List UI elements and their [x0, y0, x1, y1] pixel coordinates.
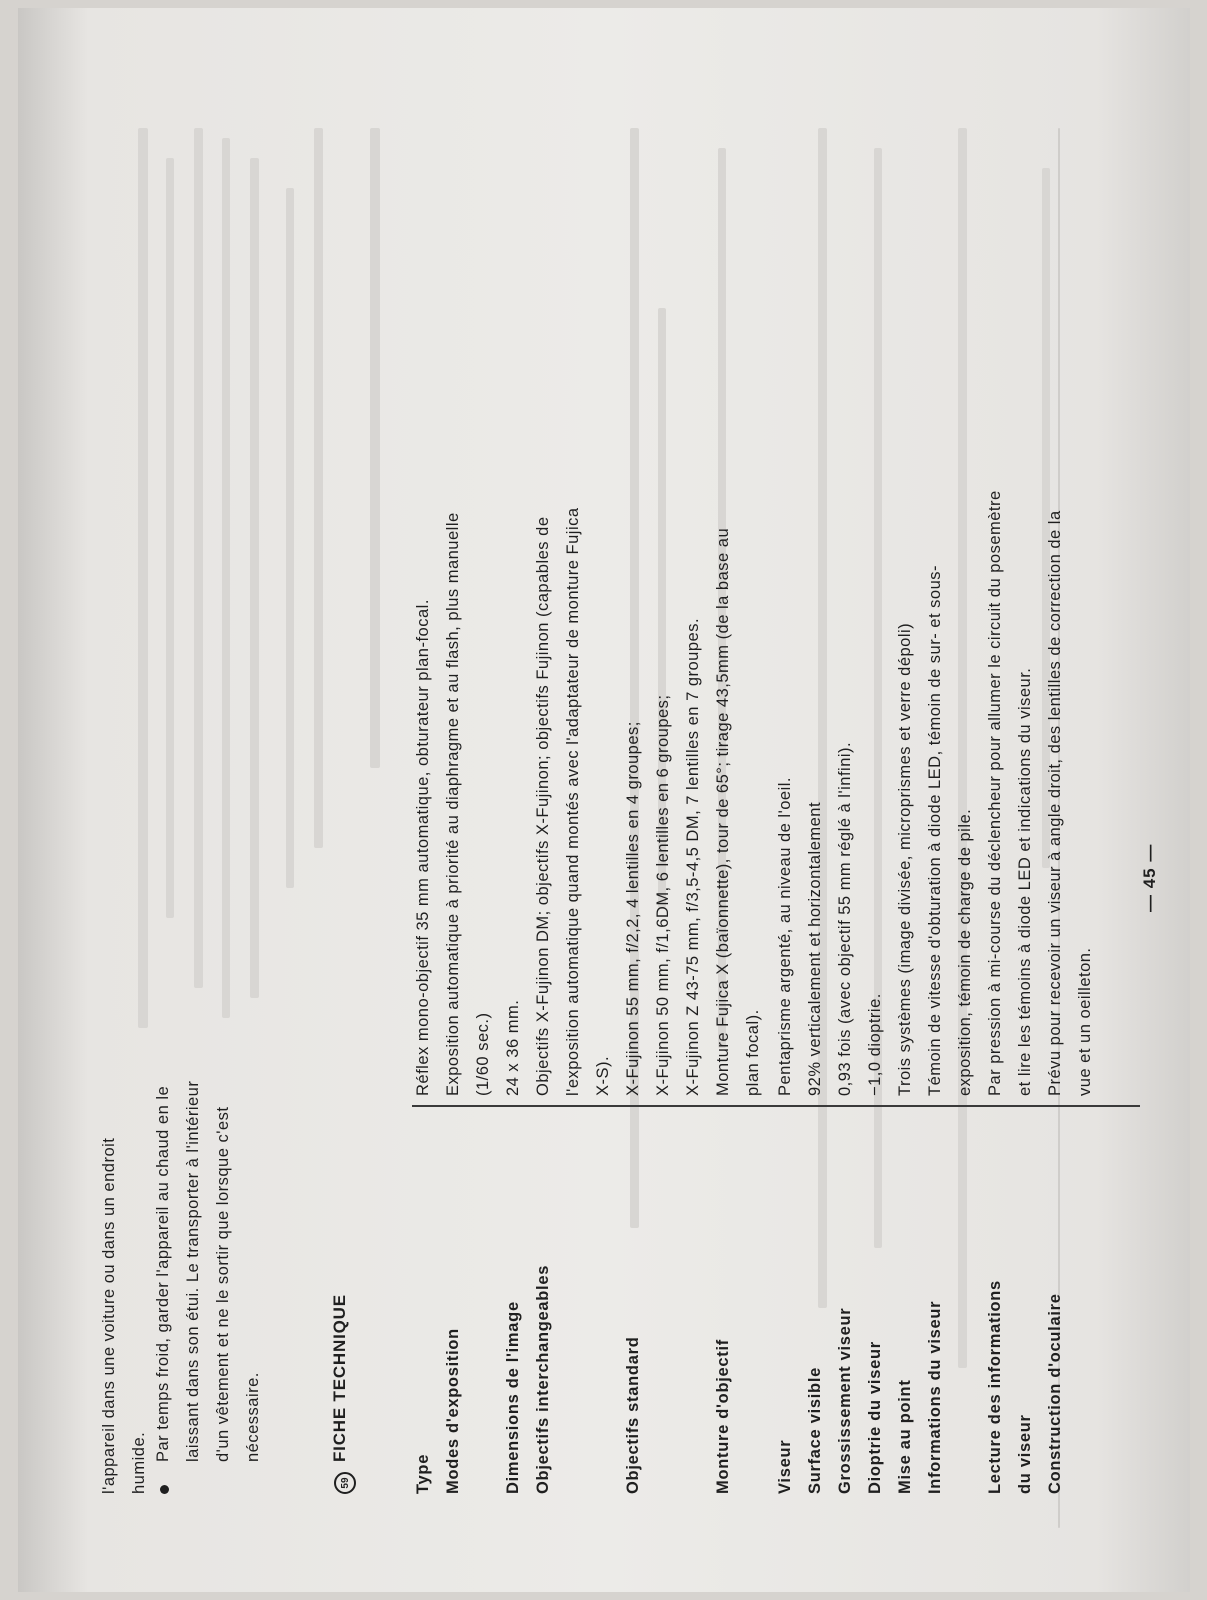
bullet-icon	[160, 1485, 169, 1494]
page-number: — 45 —	[1140, 843, 1159, 912]
spec-value: Monture Fujica X (baïonnette), tour de 65°; tirage 43,5mm (de la base au	[714, 527, 732, 1096]
spec-label: Informations du viseur	[926, 1300, 944, 1494]
spec-value: X-Fujinon 55 mm, f/2,2, 4 lentilles en 4 groupes;	[624, 721, 642, 1096]
spec-label: Modes d'exposition	[444, 1328, 462, 1494]
spec-label: Monture d'objectif	[714, 1339, 732, 1494]
spec-label: Dimensions de l'image	[504, 1301, 522, 1494]
spec-value: 92% verticalement et horizontalement	[806, 801, 824, 1096]
spec-value: vue et un oeilleton.	[1076, 947, 1094, 1096]
spec-value: Réflex mono-objectif 35 mm automatique, obturateur plan-focal.	[414, 599, 432, 1096]
spec-label: Type	[414, 1453, 432, 1494]
spec-value: 0,93 fois (avec objectif 55 mm réglé à l'infini).	[836, 741, 854, 1096]
spec-value: (1/60 sec.)	[474, 1012, 492, 1096]
spec-value: Objectifs X-Fujinon DM; objectifs X-Fujinon; objectifs Fujinon (capables de	[534, 516, 552, 1096]
spec-value: 24 x 36 mm.	[504, 999, 522, 1096]
bullet-text-line: nécessaire.	[244, 1372, 262, 1462]
spec-value: Par pression à mi-course du déclencheur pour allumer le circuit du posemètre	[986, 490, 1004, 1096]
spec-value: Pentaprisme argenté, au niveau de l'oeil.	[776, 776, 794, 1096]
spec-label: Surface visible	[806, 1367, 824, 1494]
spec-value: exposition, témoin de charge de pile.	[956, 808, 974, 1096]
intro-line: l'appareil dans une voiture ou dans un endroit	[100, 1137, 118, 1494]
spec-label: du viseur	[1016, 1414, 1034, 1494]
spec-label: Dioptrie du viseur	[866, 1341, 884, 1494]
bullet-text-line: Par temps froid, garder l'appareil au chaud en le	[154, 1085, 172, 1462]
spec-value: Témoin de vitesse d'obturation à diode LED, témoin de sur- et sous-	[926, 565, 944, 1096]
spec-value: −1,0 dioptrie.	[866, 993, 884, 1096]
spec-value: plan focal).	[744, 1009, 762, 1096]
bullet-text-line: d'un vêtement et ne le sortir que lorsque c'est	[214, 1106, 232, 1462]
spec-label: Objectifs standard	[624, 1336, 642, 1494]
spec-value: Exposition automatique à priorité au diaphragme et au flash, plus manuelle	[444, 512, 462, 1096]
spec-value: l'exposition automatique quand montés avec l'adaptateur de monture Fujica	[564, 507, 582, 1096]
spec-value: Trois systèmes (image divisée, microprismes et verre dépoli)	[896, 622, 914, 1096]
spec-value: Prévu pour recevoir un viseur à angle droit, des lentilles de correction de la	[1046, 510, 1064, 1096]
spec-label: Construction d'oculaire	[1046, 1293, 1064, 1494]
bullet-text-line: laissant dans son étui. Le transporter à l'intérieur	[184, 1080, 202, 1462]
section-number-badge: 59	[334, 1472, 356, 1494]
rotated-document-page	[18, 8, 1190, 1592]
spec-label: Objectifs interchangeables	[534, 1264, 552, 1494]
scanned-page	[18, 8, 1190, 1592]
section-title: FICHE TECHNIQUE	[330, 1294, 349, 1462]
spec-value: X-S).	[594, 1055, 612, 1096]
intro-line: humide.	[130, 1431, 148, 1494]
spec-value: X-Fujinon Z 43-75 mm, f/3,5-4,5 DM, 7 lentilles en 7 groupes.	[684, 617, 702, 1096]
spec-label: Lecture des informations	[986, 1280, 1004, 1494]
spec-label: Mise au point	[896, 1379, 914, 1494]
spec-value: X-Fujinon 50 mm, f/1,6DM, 6 lentilles en 6 groupes;	[654, 694, 672, 1096]
spec-label: Grossissement viseur	[836, 1307, 854, 1494]
spec-value: et lire les témoins à diode LED et indications du viseur.	[1016, 667, 1034, 1096]
column-divider	[412, 1105, 1140, 1107]
spec-label: Viseur	[776, 1439, 794, 1494]
